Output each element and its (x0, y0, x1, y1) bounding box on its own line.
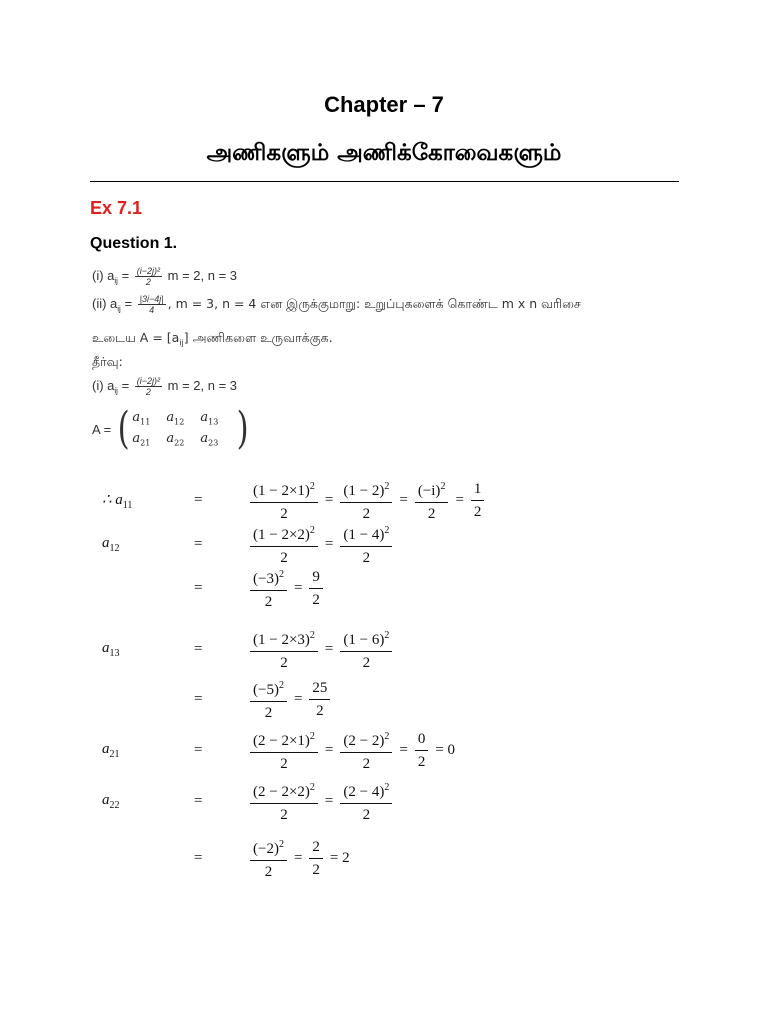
operator: = (293, 850, 303, 866)
solution-step (102, 566, 327, 611)
solution-step (102, 728, 458, 773)
problem-line-1: (i) $a_{ij}$ = $\frac{\text{(i−2j)²}}{2}$ m = 2, n = 3 (92, 266, 238, 287)
solution-step (102, 779, 396, 824)
fraction: $\frac{(1 - 2)^2}{2}$ (340, 478, 392, 523)
matrix-entry: $a_{22}$ (166, 431, 185, 448)
operator: = (324, 641, 334, 657)
matrix-entry: $a_{11}$ (132, 410, 151, 427)
problem-line-3: உடைய $A = [a_{ij}]$ அணிகளை உருவாக்குக. (92, 330, 333, 348)
fraction: $\frac{(1 - 2\times 3)^2}{2}$ (250, 627, 318, 672)
step-equals: = (194, 580, 203, 596)
matrix-A (92, 405, 252, 453)
step-equals: = (194, 793, 203, 809)
operator: = 0 (435, 742, 456, 758)
solution-line: (i) $a_{ij}$ = $\frac{\text{(i−2j)²}}{2}$ m = 2, n = 3 (92, 376, 238, 397)
step-lhs: $a_{13}$ (102, 640, 120, 659)
step-equals: = (194, 492, 203, 508)
question-heading: Question 1. (90, 235, 178, 252)
fraction: $\frac{(2 - 2\times 2)^2}{2}$ (250, 779, 318, 824)
fraction: $\frac{(-5)^2}{2}$ (250, 677, 287, 722)
matrix-entry: $a_{21}$ (132, 431, 151, 448)
operator: = (293, 691, 303, 707)
solution-step (102, 836, 353, 881)
fraction: $\frac{(1 - 4)^2}{2}$ (340, 522, 392, 567)
solution-step (102, 677, 334, 722)
fraction: $\frac{1}{2}$ (471, 480, 485, 521)
chapter-title-tamil: அணிகளும் அணிக்கோவைகளும் (206, 140, 562, 166)
divider (90, 181, 679, 182)
right-paren: ) (236, 403, 249, 454)
fraction: $\frac{25}{2}$ (309, 679, 330, 720)
step-lhs: $a_{21}$ (102, 741, 120, 760)
step-equals: = (194, 850, 203, 866)
fraction: $\frac{(-2)^2}{2}$ (250, 836, 287, 881)
solution-label: தீர்வு: (92, 354, 123, 369)
step-equals: = (194, 691, 203, 707)
matrix-entries (132, 410, 234, 447)
matrix-entry: $a_{23}$ (200, 431, 219, 448)
matrix-label: A = (92, 421, 112, 437)
step-equals: = (194, 641, 203, 657)
fraction: $\frac{(2 - 2\times 1)^2}{2}$ (250, 728, 318, 773)
operator: = (293, 580, 303, 596)
problem-line-2: (ii) $a_{ij}$ = $\frac{|3i-4j|}{4}$ , m = 3, n = 4 என இருக்குமாறு: உறுப்புகளைக் கொண்ட m x n வரிசை (92, 294, 581, 315)
operator: = (399, 742, 408, 758)
operator: = (324, 492, 334, 508)
matrix-entry: $a_{13}$ (200, 410, 219, 427)
operator: = (455, 492, 464, 508)
operator: = 2 (329, 850, 350, 866)
fraction: $\frac{9}{2}$ (309, 568, 323, 609)
left-paren: ( (117, 403, 130, 454)
fraction: $\frac{(1 - 6)^2}{2}$ (340, 627, 392, 672)
operator: = (324, 536, 334, 552)
step-lhs: ∴ $a_{11}$ (102, 492, 133, 511)
fraction: $\frac{(-i)^2}{2}$ (415, 478, 449, 523)
step-equals: = (194, 536, 203, 552)
chapter-heading: Chapter – 7 (324, 92, 444, 117)
exercise-heading: Ex 7.1 (90, 198, 143, 218)
fraction: $\frac{(2 - 2)^2}{2}$ (340, 728, 392, 773)
fraction: $\frac{(1 - 2\times 2)^2}{2}$ (250, 522, 318, 567)
fraction: $\frac{(1 - 2\times 1)^2}{2}$ (250, 478, 318, 523)
solution-step (102, 627, 396, 672)
fraction: $\frac{(-3)^2}{2}$ (250, 566, 287, 611)
step-lhs: $a_{12}$ (102, 535, 120, 554)
operator: = (324, 793, 334, 809)
fraction: $\frac{0}{2}$ (415, 730, 429, 771)
solution-step (102, 478, 488, 523)
fraction: $\frac{2}{2}$ (309, 838, 323, 879)
solution-step (102, 522, 396, 567)
operator: = (399, 492, 408, 508)
operator: = (324, 742, 334, 758)
fraction: $\frac{(2 - 4)^2}{2}$ (340, 779, 392, 824)
step-equals: = (194, 742, 203, 758)
matrix-entry: $a_{12}$ (166, 410, 185, 427)
step-lhs: $a_{22}$ (102, 792, 120, 811)
